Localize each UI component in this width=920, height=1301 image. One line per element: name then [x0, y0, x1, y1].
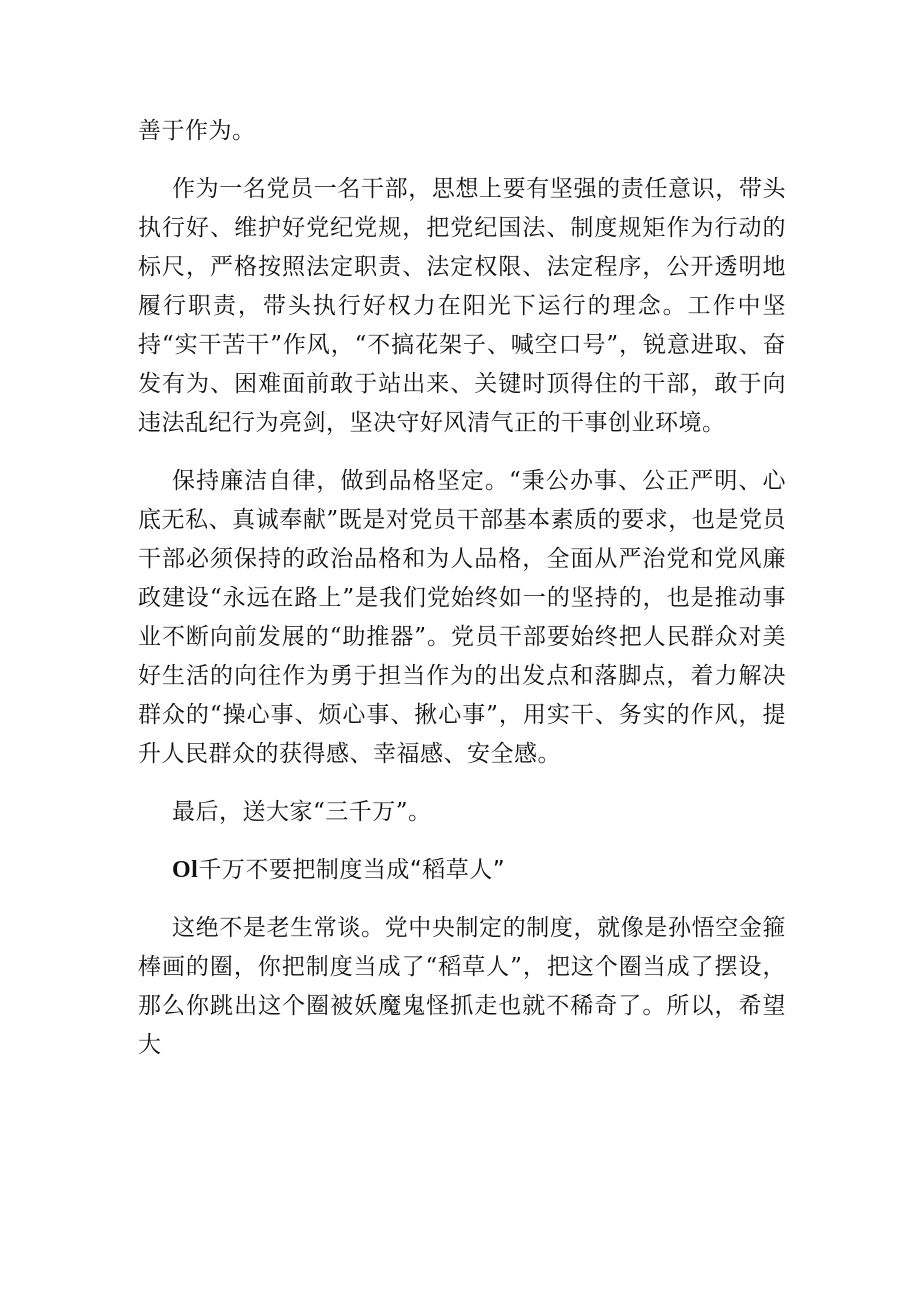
- paragraph-integrity: 保持廉洁自律，做到品格坚定。“秉公办事、公正严明、心底无私、真诚奉献”既是对党员干部基本素质的要求，也是党员干部必须保持的政治品格和为人品格，全面从严治党和党风廉政建设“永远在路上”是我们党始终如一的坚持的，也是推动事业不断向前发展的“助推器”。党员干部要始终把人民群众对美好生活的向往作为勇于担当作为的出发点和落脚点，着力解决群众的“操心事、烦心事、揪心事”，用实干、务实的作风，提升人民群众的获得感、幸福感、安全感。: [138, 468, 786, 767]
- document-body: [138, 112, 786, 1084]
- section-heading: [138, 851, 786, 890]
- section-heading-number: Ol: [172, 857, 199, 883]
- paragraph-system: 这绝不是老生常谈。党中央制定的制度，就像是孙悟空金箍棒画的圈，你把制度当成了“稻草人”，把这个圈当成了摆设，那么你跳出这个圈被妖魔鬼怪抓走也就不稀奇了。所以，希望大: [138, 915, 786, 1058]
- paragraph-responsibility: 作为一名党员一名干部，思想上要有坚强的责任意识，带头执行好、维护好党纪党规，把党纪国法、制度规矩作为行动的标尺，严格按照法定职责、法定权限、法定程序，公开透明地履行职责，带头执行好权力在阳光下运行的理念。工作中坚持“实干苦干”作风，“不搞花架子、喊空口号”，锐意进取、奋发有为、困难面前敢于站出来、关键时顶得住的干部，敢于向违法乱纪行为亮剑，坚决守好风清气正的干事创业环境。: [138, 176, 786, 436]
- section-heading-text: 千万不要把制度当成“稻草人”: [198, 857, 506, 883]
- paragraph-continuation: 善于作为。: [138, 118, 256, 144]
- paragraph-closing-intro: 最后，送大家“三千万”。: [172, 799, 432, 825]
